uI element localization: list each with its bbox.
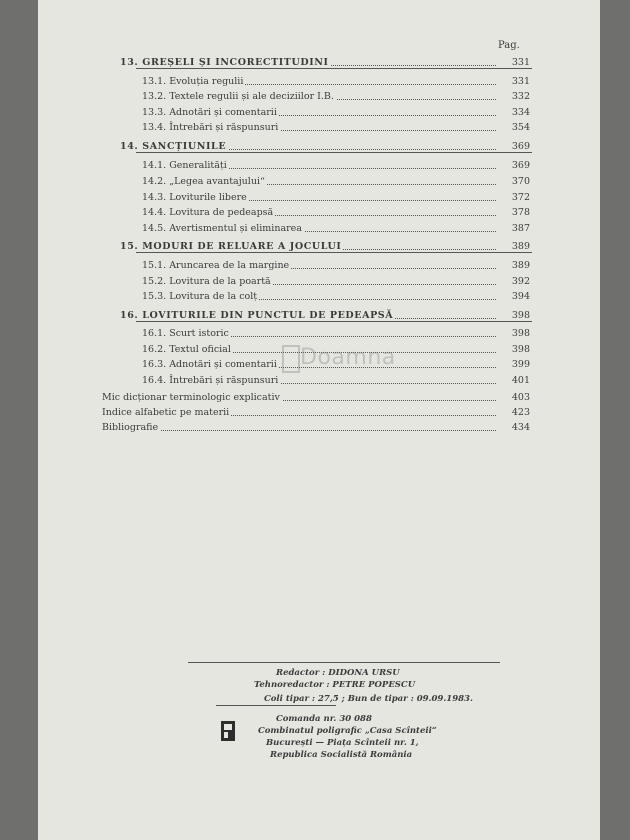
toc-entry-title: Indice alfabetic pe materii <box>102 407 230 418</box>
toc-entry-title: 15.1. Aruncarea de la margine <box>142 260 290 271</box>
toc-entry-page: 332 <box>511 91 530 102</box>
toc-entry <box>142 259 532 273</box>
toc-entry-title: 15.3. Lovitura de la colț <box>142 291 258 302</box>
toc-entry <box>142 175 532 189</box>
colophon-tehnoredactor: Tehnoredactor : PETRE POPESCU <box>254 680 416 690</box>
toc-leader-dots <box>122 430 496 431</box>
toc-entry <box>142 159 532 173</box>
chapter-underline <box>136 68 532 69</box>
toc-entry-title: 15. MODURI DE RELUARE A JOCULUI <box>120 241 342 252</box>
watermark-text: Doamna <box>300 345 396 370</box>
toc-entry-page: 399 <box>511 359 530 370</box>
toc-entry <box>142 106 532 120</box>
toc-entry <box>102 421 532 435</box>
toc-entry-title: 13. GREȘELI ȘI INCORECTITUDINI <box>120 57 329 68</box>
toc-entry-page: 370 <box>511 176 530 187</box>
toc-entry-title: 16.4. Întrebări și răspunsuri <box>142 375 279 386</box>
book-page <box>38 0 600 840</box>
colophon-divider-short <box>216 705 336 706</box>
toc-entry <box>142 206 532 220</box>
toc-entry-title: 14.1. Generalități <box>142 160 227 171</box>
toc-entry-title: 16.3. Adnotări și comentarii <box>142 359 277 370</box>
toc-entry-page: 398 <box>511 328 530 339</box>
toc-entry-title: 15.2. Lovitura de la poartă <box>142 276 271 287</box>
colophon-comanda: Comanda nr. 30 088 <box>276 714 372 724</box>
toc-entry-page: 387 <box>511 223 530 234</box>
toc-entry-title: 16. LOVITURILE DIN PUNCTUL DE PEDEAPSĂ <box>120 310 394 321</box>
publisher-logo-icon <box>220 720 236 742</box>
colophon-combinat: Combinatul poligrafic „Casa Scînteii“ <box>258 726 437 736</box>
toc-entry-page: 334 <box>511 107 530 118</box>
toc-entry-page: 403 <box>511 392 530 403</box>
toc-entry-page: 354 <box>511 122 530 133</box>
colophon-tara: Republica Socialistă România <box>270 750 413 760</box>
colophon-adresa: București — Piața Scînteii nr. 1, <box>266 738 419 748</box>
toc-entry-title: 16.2. Textul oficial <box>142 344 231 355</box>
toc-entry-page: 369 <box>511 141 530 152</box>
chapter-underline <box>136 152 532 153</box>
toc-entry-title: 13.1. Evoluția regulii <box>142 76 244 87</box>
toc-entry <box>142 90 532 104</box>
toc-entry <box>142 121 532 135</box>
toc-entry-page: 392 <box>511 276 530 287</box>
toc-entry-title: 14.5. Avertismentul și eliminarea <box>142 223 302 234</box>
toc-entry-page: 394 <box>511 291 530 302</box>
colophon-coli: Coli tipar : 27,5 ; Bun de tipar : 09.09.1983. <box>264 694 473 704</box>
chapter-underline <box>136 321 532 322</box>
toc-entry <box>142 222 532 236</box>
toc-entry <box>102 391 532 405</box>
toc-entry-title: 14. SANCȚIUNILE <box>120 141 227 152</box>
toc-entry-page: 434 <box>511 422 530 433</box>
toc-entry-page: 369 <box>511 160 530 171</box>
toc-entry-title: 14.3. Loviturile libere <box>142 192 247 203</box>
toc-entry-title: 13.4. Întrebări și răspunsuri <box>142 122 279 133</box>
toc-entry <box>142 374 532 388</box>
toc-entry-title: 16.1. Scurt istoric <box>142 328 229 339</box>
pag-column-label: Pag. <box>498 40 520 51</box>
toc-entry-title: Mic dicționar terminologic explicativ <box>102 392 280 403</box>
toc-entry-page: 423 <box>511 407 530 418</box>
watermark-logo-icon <box>282 345 300 373</box>
toc-entry-page: 331 <box>511 57 530 68</box>
toc-entry <box>142 327 532 341</box>
toc-entry-page: 389 <box>511 241 530 252</box>
toc-entry <box>142 75 532 89</box>
colophon-divider <box>188 662 500 663</box>
toc-entry-page: 389 <box>511 260 530 271</box>
toc-entry-title: 14.4. Lovitura de pedeapsă <box>142 207 274 218</box>
toc-entry <box>142 191 532 205</box>
toc-entry <box>142 275 532 289</box>
toc-entry-page: 398 <box>511 310 530 321</box>
toc-entry-page: 398 <box>511 344 530 355</box>
toc-entry-page: 372 <box>511 192 530 203</box>
chapter-underline <box>136 252 532 253</box>
toc-entry <box>142 290 532 304</box>
toc-entry-page: 401 <box>511 375 530 386</box>
toc-entry-title: 13.3. Adnotări și comentarii <box>142 107 277 118</box>
toc-entry <box>102 406 532 420</box>
toc-entry-title: Bibliografie <box>102 422 159 433</box>
toc-entry-page: 331 <box>511 76 530 87</box>
toc-entry-title: 13.2. Textele regulii și ale deciziilor I.B. <box>142 91 334 102</box>
colophon-redactor: Redactor : DIDONA URSU <box>276 668 400 678</box>
toc-entry-page: 378 <box>511 207 530 218</box>
toc-entry-title: 14.2. „Legea avantajului“ <box>142 176 265 187</box>
